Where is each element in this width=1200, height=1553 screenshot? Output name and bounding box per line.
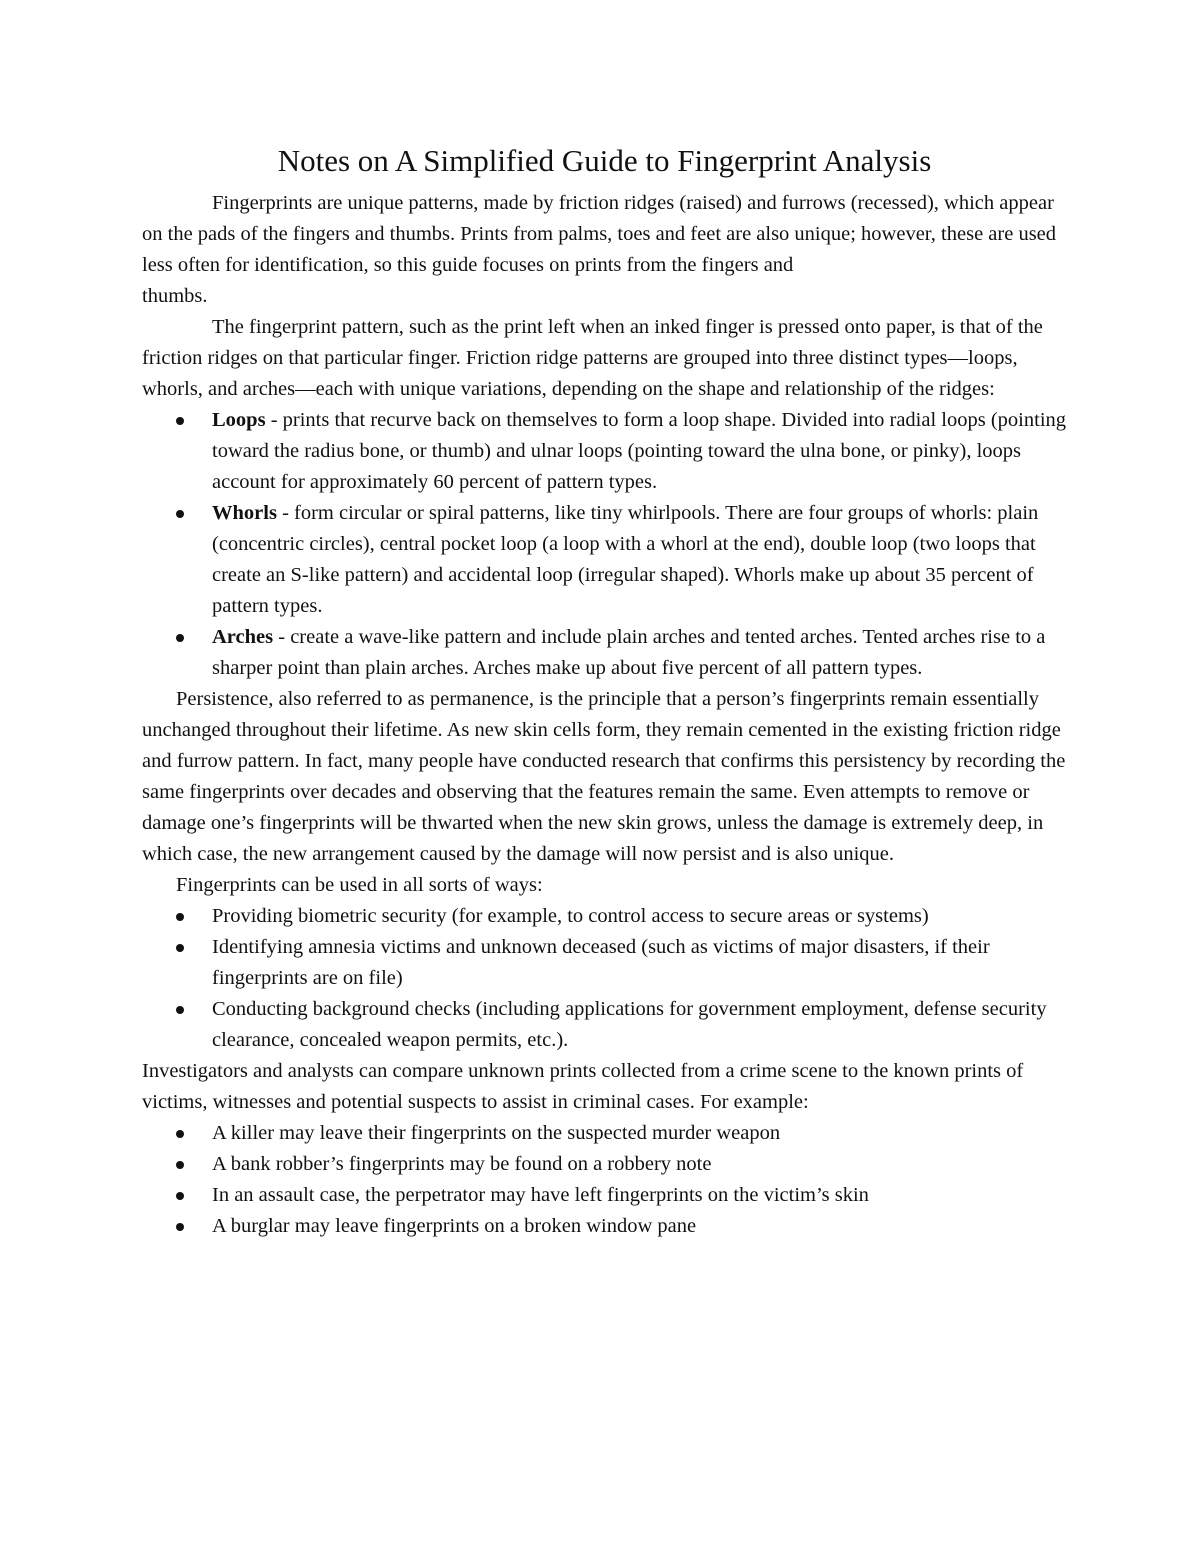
bullet-icon xyxy=(176,944,184,952)
list-item-loops xyxy=(142,405,1067,498)
intro-paragraph-continuation: thumbs. xyxy=(142,285,208,307)
bullet-icon xyxy=(176,1192,184,1200)
pattern-paragraph: The fingerprint pattern, such as the print left when an inked finger is pressed onto paper, is that of the friction ridges on that particular finger. Friction ridge patterns are grouped into three distinct types—loops, whorls, and arches—each with unique variations, depending on the shape and relationship of the ridges: xyxy=(142,316,1043,400)
intro-paragraph: Fingerprints are unique patterns, made by friction ridges (raised) and furrows (recessed), which appear on the pads of the fingers and thumbs. Prints from palms, toes and feet are also unique; however, these are used less often for identification, so this guide focuses on prints from the fingers and xyxy=(142,192,1057,276)
list-item-whorls xyxy=(142,498,1067,622)
examples-list xyxy=(142,1118,1067,1242)
list-item xyxy=(142,1149,1067,1180)
bullet-icon xyxy=(176,913,184,921)
definition-loops: - prints that recurve back on themselves to form a loop shape. Divided into radial loops (pointing toward the radius bone, or thumb) and ulnar loops (pointing toward the ulna bone, or pinky), loops account for approximately 60 percent of pattern types. xyxy=(212,409,1067,493)
bullet-icon xyxy=(176,1006,184,1014)
list-item xyxy=(142,932,1067,994)
list-item-text: Providing biometric security (for example, to control access to secure areas or systems) xyxy=(212,905,929,927)
bullet-icon xyxy=(176,1130,184,1138)
term-loops: Loops xyxy=(212,409,266,431)
list-item-text: Conducting background checks (including applications for government employment, defense security clearance, concealed weapon permits, etc.). xyxy=(212,998,1047,1051)
document-body xyxy=(142,138,1067,1242)
investigators-paragraph: Investigators and analysts can compare unknown prints collected from a crime scene to the known prints of victims, witnesses and potential suspects to assist in criminal cases. For example: xyxy=(142,1060,1024,1113)
uses-intro: Fingerprints can be used in all sorts of ways: xyxy=(176,874,543,896)
persistence-paragraph: Persistence, also referred to as permanence, is the principle that a person’s fingerprints remain essentially unchanged throughout their lifetime. As new skin cells form, they remain cemented in the existing friction ridge and furrow pattern. In fact, many people have conducted research that confirms this persistency by recording the same fingerprints over decades and observing that the features remain the same. Even attempts to remove or damage one’s fingerprints will be thwarted when the new skin grows, unless the damage is extremely deep, in which case, the new arrangement caused by the damage will now persist and is also unique. xyxy=(142,688,1066,865)
list-item xyxy=(142,1118,1067,1149)
list-item-text: Identifying amnesia victims and unknown deceased (such as victims of major disasters, if their fingerprints are on file) xyxy=(212,936,990,989)
list-item-text: A killer may leave their fingerprints on the suspected murder weapon xyxy=(212,1122,781,1144)
list-item-text: A burglar may leave fingerprints on a broken window pane xyxy=(212,1215,697,1237)
list-item xyxy=(142,1211,1067,1242)
list-item-text: In an assault case, the perpetrator may have left fingerprints on the victim’s skin xyxy=(212,1184,869,1206)
list-item-text: A bank robber’s fingerprints may be found on a robbery note xyxy=(212,1153,712,1175)
list-item xyxy=(142,994,1067,1056)
bullet-icon xyxy=(176,417,184,425)
list-item xyxy=(142,901,1067,932)
bullet-icon xyxy=(176,1161,184,1169)
term-arches: Arches xyxy=(212,626,274,648)
definition-arches: - create a wave-like pattern and include plain arches and tented arches. Tented arches rise to a sharper point than plain arches. Arches make up about five percent of all pattern types. xyxy=(212,626,1046,679)
list-item-arches xyxy=(142,622,1067,684)
definition-whorls: - form circular or spiral patterns, like tiny whirlpools. There are four groups of whorls: plain (concentric circles), central pocket loop (a loop with a whorl at the end), double loop (two loops that create an S-like pattern) and accidental loop (irregular shaped). Whorls make up about 35 percent of pattern types. xyxy=(212,502,1039,617)
uses-list xyxy=(142,901,1067,1056)
bullet-icon xyxy=(176,510,184,518)
pattern-types-list xyxy=(142,405,1067,684)
term-whorls: Whorls xyxy=(212,502,277,524)
document-title: Notes on A Simplified Guide to Fingerprint Analysis xyxy=(277,143,932,178)
list-item xyxy=(142,1180,1067,1211)
bullet-icon xyxy=(176,634,184,642)
bullet-icon xyxy=(176,1223,184,1231)
